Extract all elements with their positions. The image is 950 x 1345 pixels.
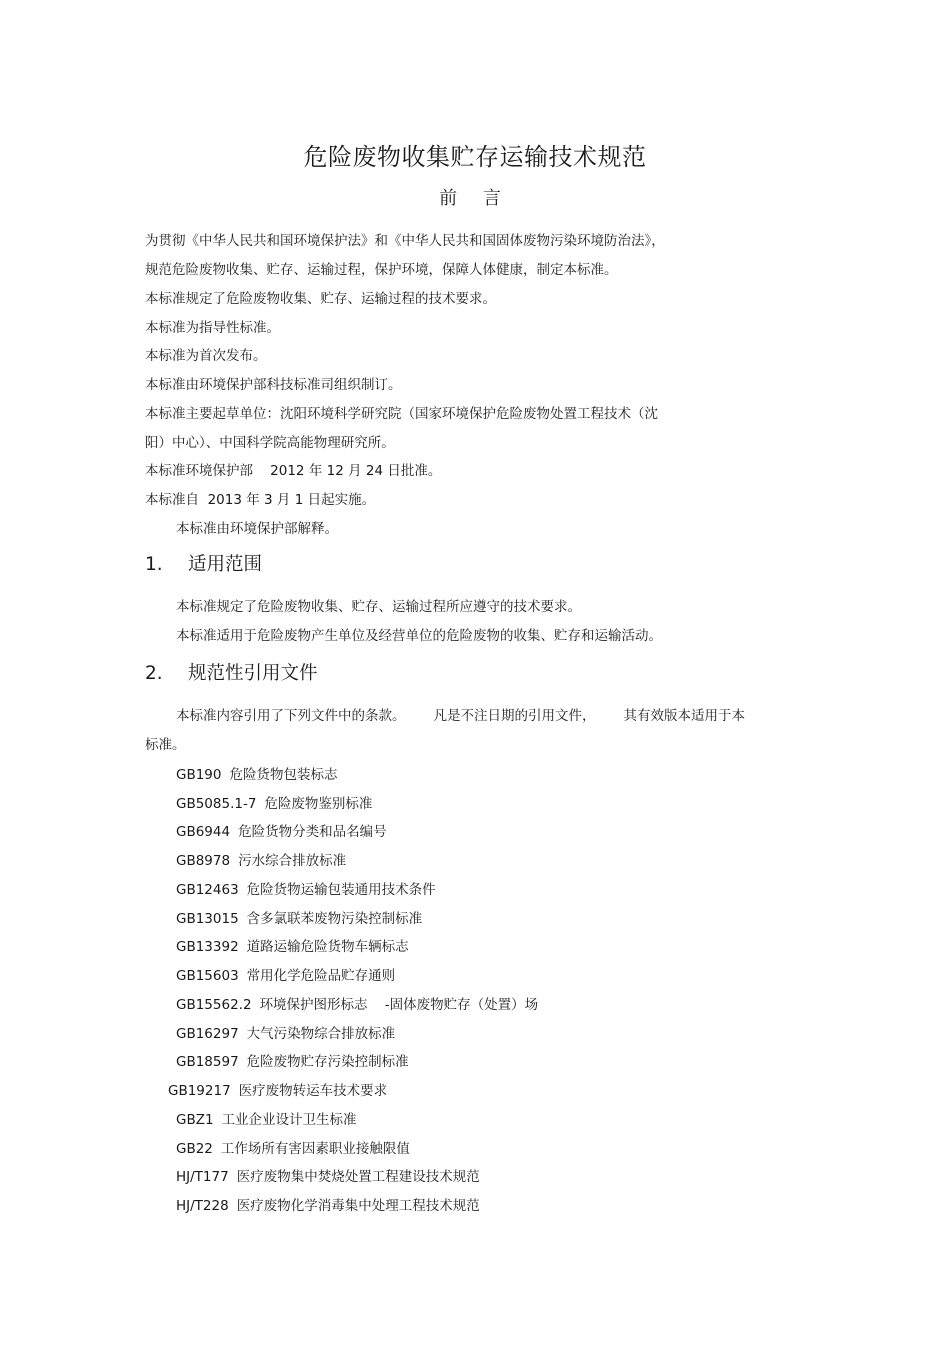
reference-code: GB13392	[176, 939, 239, 955]
section-2-number: 2.	[145, 663, 163, 684]
reference-code: GB6944	[176, 824, 231, 840]
reference-code: HJ/T228	[176, 1198, 229, 1214]
reference-name: 医疗废物化学消毒集中处理工程技术规范	[236, 1198, 480, 1214]
preface-paragraph-4: 本标准为首次发布。	[145, 348, 267, 364]
reference-item	[176, 1139, 410, 1159]
preface-title: 前 言	[439, 188, 511, 209]
preface-paragraph-6-line-1: 本标准主要起草单位：沈阳环境科学研究院（国家环境保护危险废物处置工程技术（沈	[145, 406, 658, 422]
section-2-intro-part-2: 凡是不注日期的引用文件，	[433, 708, 596, 724]
reference-name: 危险货物包装标志	[229, 767, 338, 783]
reference-code: GB8978	[176, 853, 231, 869]
preface-paragraph-9: 本标准由环境保护部解释。	[176, 521, 338, 537]
reference-item	[168, 1081, 387, 1101]
reference-item	[176, 851, 346, 871]
reference-item	[176, 1110, 357, 1130]
reference-name: 工业企业设计卫生标准	[221, 1112, 357, 1128]
preface-paragraph-5: 本标准由环境保护部科技标准司组织制订。	[145, 377, 402, 393]
preface-paragraph-3: 本标准为指导性标准。	[145, 320, 280, 336]
section-1-number: 1.	[145, 554, 163, 575]
reference-name: 危险废物鉴别标准	[264, 796, 373, 812]
reference-code: GBZ1	[176, 1112, 214, 1128]
reference-item	[176, 1196, 480, 1216]
preface-paragraph-2: 本标准规定了危险废物收集、贮存、运输过程的技术要求。	[145, 291, 496, 307]
reference-item	[176, 822, 387, 842]
reference-name: 工作场所有害因素职业接触限值	[220, 1141, 410, 1157]
section-1-paragraph-2: 本标准适用于危险废物产生单位及经营单位的危险废物的收集、贮存和运输活动。	[176, 628, 662, 644]
reference-name: 污水综合排放标准	[238, 853, 347, 869]
section-2-intro-part-3: 其有效版本适用于本	[623, 708, 745, 724]
preface-paragraph-7: 本标准环境保护部 2012 年 12 月 24 日批准。	[145, 463, 442, 479]
reference-name: 大气污染物综合排放标准	[246, 1026, 396, 1042]
section-2-intro-part-1: 本标准内容引用了下列文件中的条款。	[176, 708, 406, 724]
reference-name: 医疗废物转运车技术要求	[238, 1083, 388, 1099]
preface-paragraph-1-line-2: 规范危险废物收集、贮存、运输过程，保护环境，保障人体健康，制定本标准。	[145, 262, 618, 278]
document-title: 危险废物收集贮存运输技术规范	[303, 143, 647, 171]
reference-item	[176, 966, 395, 986]
reference-name: 危险货物分类和品名编号	[238, 824, 387, 840]
reference-code: GB12463	[176, 882, 239, 898]
reference-item	[176, 880, 436, 900]
reference-name: 环境保护图形标志 -固体废物贮存（处置）场	[259, 997, 539, 1013]
reference-code: GB18597	[176, 1054, 239, 1070]
reference-code: GB13015	[176, 911, 239, 927]
section-1-heading	[145, 552, 262, 578]
reference-code: GB5085.1-7	[176, 796, 257, 812]
reference-item	[176, 1167, 480, 1187]
reference-name: 常用化学危险品贮存通则	[246, 968, 396, 984]
reference-item	[176, 1052, 409, 1072]
reference-name: 含多氯联苯废物污染控制标准	[246, 911, 423, 927]
reference-code: GB19217	[168, 1083, 231, 1099]
reference-code: HJ/T177	[176, 1169, 229, 1185]
reference-code: GB16297	[176, 1026, 239, 1042]
reference-item	[176, 794, 372, 814]
reference-item	[176, 1024, 395, 1044]
section-2-title: 规范性引用文件	[188, 663, 318, 684]
reference-name: 危险货物运输包装通用技术条件	[246, 882, 436, 898]
section-2-heading	[145, 661, 318, 687]
reference-item	[176, 909, 422, 929]
reference-code: GB22	[176, 1141, 213, 1157]
reference-item	[176, 995, 538, 1015]
section-1-paragraph-1: 本标准规定了危险废物收集、贮存、运输过程所应遵守的技术要求。	[176, 599, 581, 615]
reference-name: 危险废物贮存污染控制标准	[246, 1054, 409, 1070]
section-2-intro-line-2: 标准。	[145, 737, 186, 753]
section-1-title: 适用范围	[188, 554, 263, 575]
preface-paragraph-6-line-2: 阳）中心）、中国科学院高能物理研究所。	[145, 435, 395, 451]
reference-code: GB15603	[176, 968, 239, 984]
reference-item	[176, 765, 338, 785]
reference-name: 医疗废物集中焚烧处置工程建设技术规范	[236, 1169, 480, 1185]
reference-code: GB15562.2	[176, 997, 252, 1013]
preface-paragraph-8: 本标准自 2013 年 3 月 1 日起实施。	[145, 492, 376, 508]
section-2-intro-line-1	[176, 706, 745, 726]
reference-code: GB190	[176, 767, 222, 783]
reference-name: 道路运输危险货物车辆标志	[246, 939, 409, 955]
preface-paragraph-1-line-1: 为贯彻《中华人民共和国环境保护法》和《中华人民共和国固体废物污染环境防治法》，	[145, 233, 665, 249]
reference-item	[176, 937, 409, 957]
